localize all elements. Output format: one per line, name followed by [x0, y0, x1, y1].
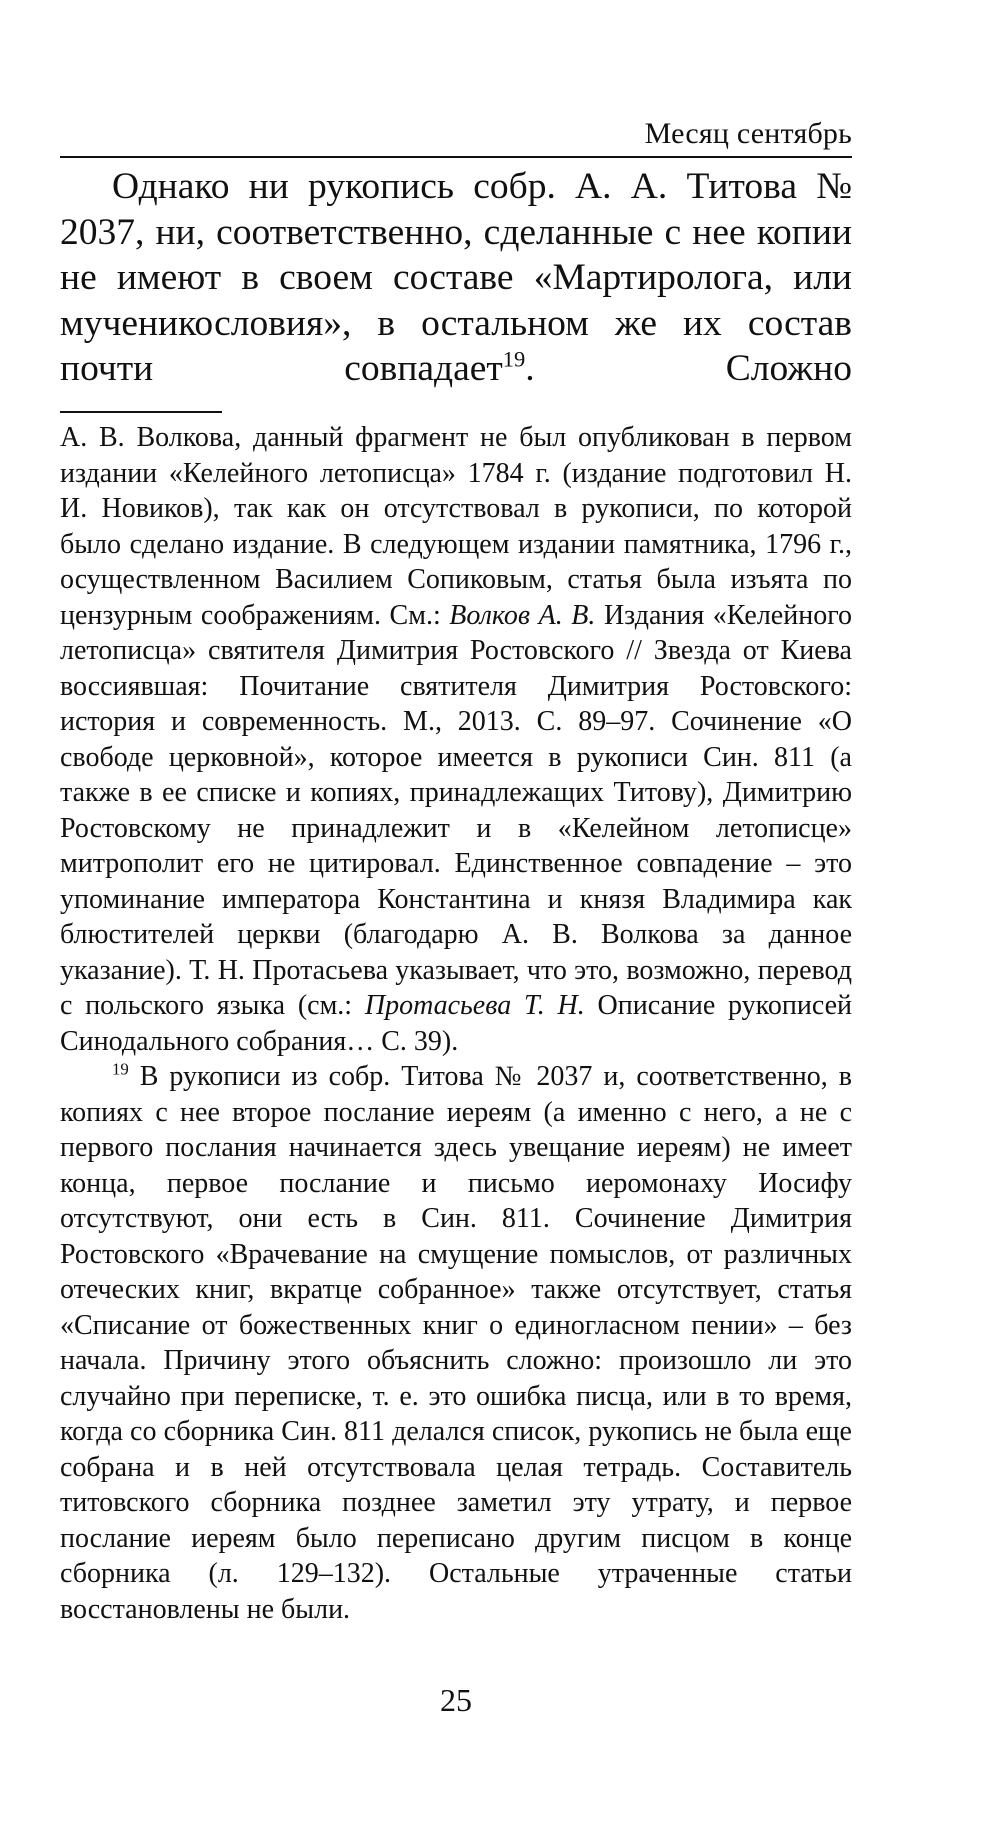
footnote-19-text: В рукописи из собр. Титова № 2037 и, соответственно, в копиях с нее второе послание иереям (а именно с него, а не с первого послания начинается здесь увещание иереям) не имеет конца, первое послание и письмо иеромонаху Иосифу отсутствуют, они есть в Син. 811. Сочинение Димитрия Ростовского «Врачевание на смущение помыслов, от различных отеческих книг, вкратце собранное» также отсутствует, статья «Списание от божественных книг о единогласном пении» – без начала. Причину этого объяснить сложно: произошло ли это случайно при переписке, т. е. это ошибка писца, или в то время, когда со сборника Син. 811 делался список, рукопись не была еще собрана и в ней отсутствовала целая тетрадь. Составитель титовского сборника позднее заметил эту утрату, и первое послание иереям было переписано другим писцом в конце сборника (л. 129–132). Остальные утраченные статьи восстановлены не были. — [60, 1061, 852, 1625]
footnotes-block — [60, 420, 852, 1627]
citation-author-volkov: Волков А. В. — [449, 599, 596, 631]
footnote-continued-text-1: А. В. Волкова, данный фрагмент не был опубликован в первом издании «Келейного летописца» 1784 г. (издание подготовил Н. И. Новиков), так как он отсутствовал в рукописи, по которой было сделано издание. В следующем издании памятника, 1796 г., осуществленном Василием Сопиковым, статья была изъята по цензурным соображениям. См.: — [60, 422, 852, 631]
footnote-continued-text-2: Издания «Келейного летописца» святителя Димитрия Ростовского // Звезда от Киева воссиявшая: Почитание святителя Димитрия Ростовского: история и современность. М., 2013. С. 89–97. Сочинение «О свободе церковной», которое имеется в рукописи Син. 811 (а также в ее списке и копиях, принадлежащих Титову), Димитрию Ростовскому не принадлежит и в «Келейном летописце» митрополит его не цитировал. Единственное совпадение – это упоминание императора Константина и князя Владимира как блюстителей церкви (благодарю А. В. Волкова за данное указание). Т. Н. Протасьева указывает, что это, возможно, перевод с польского языка (см.: — [60, 599, 852, 1021]
main-paragraph — [60, 164, 852, 392]
main-text-part1: Однако ни рукопись собр. А. А. Титова № 2037, ни, соответственно, сделанные с нее копии не имеют в своем составе «Мартиролога, или мученикословия», в остальном же их состав почти совпадает — [60, 166, 852, 389]
footnote-19 — [60, 1059, 852, 1627]
footnote-rule — [60, 411, 222, 413]
header-rule — [60, 156, 852, 158]
footnote-continued — [60, 420, 852, 1059]
citation-author-protasyeva: Протасьева Т. Н. — [364, 990, 585, 1021]
running-head: Месяц сентябрь — [644, 117, 852, 150]
footnote-number: 19 — [112, 1059, 129, 1079]
footnote-reference: 19 — [502, 346, 526, 372]
footnote-continued-text-3: Описание рукописей Синодального собрания… С. 39). — [60, 990, 853, 1057]
page-number: 25 — [440, 1682, 472, 1718]
main-text-part2: . Сложно — [525, 348, 852, 389]
